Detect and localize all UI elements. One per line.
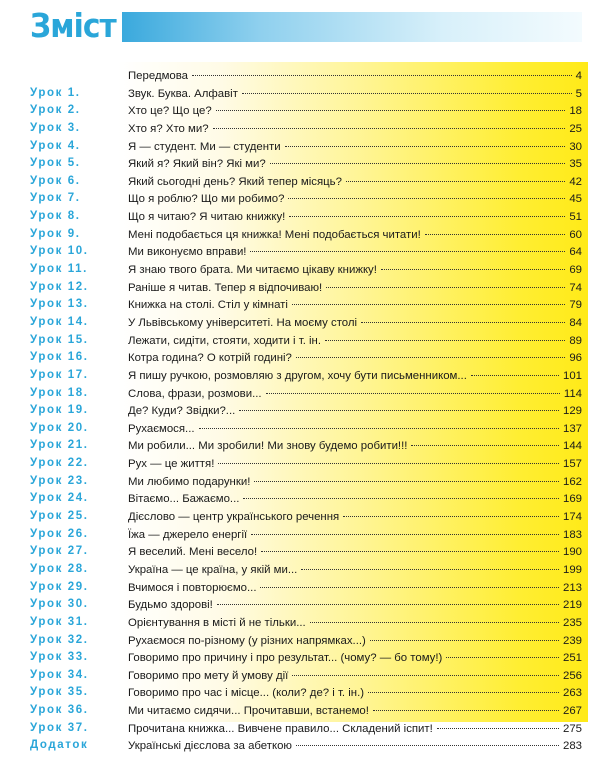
toc-line: [128, 722, 582, 737]
toc-line: [128, 210, 582, 225]
toc-line: [128, 87, 582, 102]
toc-entry: [0, 121, 605, 139]
toc-entry: [0, 386, 605, 404]
lesson-label: Урок 21.: [30, 439, 89, 452]
page-number: 101: [562, 369, 582, 382]
toc-line: [128, 439, 582, 454]
toc-line: [128, 334, 582, 349]
page-number: 251: [562, 652, 582, 665]
toc-line: [128, 475, 582, 490]
lesson-label: Урок 24.: [30, 492, 89, 505]
lesson-title: Прочитана книжка... Вивчене правило... Складений іспит!: [128, 722, 433, 735]
lesson-label: Урок 18.: [30, 386, 89, 399]
toc-line: [128, 563, 582, 578]
toc-entry: [0, 544, 605, 562]
toc-entry: [0, 527, 605, 545]
page-number: 144: [562, 440, 582, 453]
lesson-title: Що я читаю? Я читаю книжку!: [128, 211, 286, 224]
page-number: 190: [562, 546, 582, 559]
toc-line: [128, 616, 582, 631]
lesson-label: Урок 36.: [30, 704, 89, 717]
toc-line: [128, 669, 582, 684]
dot-leader: [325, 340, 565, 341]
toc-entry: [0, 139, 605, 157]
page-number: 137: [562, 422, 582, 435]
lesson-label: Урок 28.: [30, 562, 89, 575]
page-number: 60: [569, 228, 582, 241]
toc-line: [128, 704, 582, 719]
lesson-label: Урок 26.: [30, 527, 89, 540]
lesson-title: Рухаємося...: [128, 422, 195, 435]
lesson-title: Я знаю твого брата. Ми читаємо цікаву книжку!: [128, 264, 377, 277]
toc-entry: [0, 86, 605, 104]
dot-leader: [343, 516, 559, 517]
lesson-label: Урок 14.: [30, 315, 89, 328]
page-number: 213: [562, 581, 582, 594]
lesson-title: Передмова: [128, 70, 189, 82]
toc-entry: [0, 685, 605, 703]
title-gradient-strip: [122, 12, 582, 42]
lesson-title: Вітаємо... Бажаємо...: [128, 493, 240, 506]
dot-leader: [288, 198, 565, 199]
toc-entry: [0, 280, 605, 298]
toc-line: [128, 140, 582, 155]
lesson-title: Рух — це життя!: [128, 458, 215, 471]
toc-entry: [0, 368, 605, 386]
page-number: 174: [562, 511, 582, 524]
page-number: 69: [569, 264, 582, 277]
lesson-label: Урок 32.: [30, 633, 89, 646]
lesson-label: Урок 29.: [30, 580, 89, 593]
dot-leader: [437, 728, 559, 729]
toc-entry: [0, 509, 605, 527]
toc-line: [128, 316, 582, 331]
lesson-title: Що я роблю? Що ми робимо?: [128, 193, 285, 206]
toc-entry: [0, 703, 605, 721]
dot-leader: [243, 498, 559, 499]
lesson-title: Слова, фрази, розмови...: [128, 387, 262, 400]
page-number: 267: [562, 705, 582, 718]
dot-leader: [250, 251, 565, 252]
lesson-title: Хто я? Хто ми?: [128, 122, 209, 135]
page-number: 263: [562, 687, 582, 700]
page-number: 114: [563, 387, 582, 400]
lesson-title: Який сьогодні день? Який тепер місяць?: [128, 175, 342, 188]
lesson-title: Ми читаємо сидячи... Прочитавши, встанемо!: [128, 705, 369, 718]
page-number: 30: [569, 140, 582, 153]
toc-entry: [0, 421, 605, 439]
page-number: 129: [562, 405, 582, 418]
lesson-label: Додаток: [30, 739, 89, 752]
page-number: 219: [562, 599, 582, 612]
lesson-title: Мені подобається ця книжка! Мені подобається читати!: [128, 228, 421, 241]
lesson-label: Урок 23.: [30, 474, 89, 487]
lesson-title: Раніше я читав. Тепер я відпочиваю!: [128, 281, 323, 294]
toc-entry: [0, 438, 605, 456]
lesson-label: Урок 6.: [30, 174, 81, 187]
lesson-title: Книжка на столі. Стіл у кімнаті: [128, 299, 288, 312]
toc-line: [128, 739, 582, 754]
dot-leader: [242, 93, 572, 94]
dot-leader: [326, 287, 565, 288]
dot-leader: [199, 428, 559, 429]
toc-line: [128, 298, 582, 313]
page-number: 157: [562, 458, 582, 471]
toc-entry: [0, 191, 605, 209]
toc-line: [128, 387, 582, 402]
toc-entry: [0, 333, 605, 351]
lesson-title: Який я? Який він? Які ми?: [128, 158, 266, 171]
toc-entry: [0, 633, 605, 651]
dot-leader: [370, 640, 559, 641]
toc-entry: [0, 68, 605, 86]
dot-leader: [217, 604, 559, 605]
toc-entry: [0, 262, 605, 280]
dot-leader: [192, 75, 572, 76]
page-number: 35: [569, 158, 582, 171]
toc-entry: [0, 615, 605, 633]
toc-line: [128, 69, 582, 84]
lesson-title: Орієнтування в місті й не тільки...: [128, 616, 306, 629]
toc-line: [128, 351, 582, 366]
lesson-label: Урок 15.: [30, 333, 89, 346]
lesson-title: Де? Куди? Звідки?...: [128, 405, 236, 418]
toc-line: [128, 369, 582, 384]
dot-leader: [296, 357, 565, 358]
lesson-label: Урок 12.: [30, 280, 89, 293]
page-number: 45: [569, 193, 582, 206]
toc-line: [128, 581, 582, 596]
dot-leader: [270, 163, 566, 164]
dot-leader: [471, 375, 559, 376]
page-number: 199: [562, 563, 582, 576]
lesson-title: Я — студент. Ми — студенти: [128, 140, 281, 153]
toc-line: [128, 651, 582, 666]
lesson-label: Урок 31.: [30, 615, 89, 628]
page-number: 89: [569, 334, 582, 347]
dot-leader: [446, 657, 559, 658]
lesson-title: Ми любимо подарунки!: [128, 475, 251, 488]
lesson-title: Я пишу ручкою, розмовляю з другом, хочу бути письменником...: [128, 369, 467, 382]
lesson-title: Вчимося і повторюємо...: [128, 581, 257, 594]
lesson-label: Урок 17.: [30, 368, 89, 381]
lesson-label: Урок 30.: [30, 598, 89, 611]
toc-line: [128, 510, 582, 525]
toc-entry: [0, 315, 605, 333]
toc-entry: [0, 227, 605, 245]
page-number: 283: [562, 740, 582, 753]
lesson-label: Урок 10.: [30, 245, 89, 258]
page-number: 79: [569, 299, 582, 312]
lesson-label: Урок 37.: [30, 721, 89, 734]
toc-entry: [0, 103, 605, 121]
toc-entry: [0, 491, 605, 509]
lesson-title: Ми робили... Ми зробили! Ми знову будемо робити!!!: [128, 440, 408, 453]
lesson-title: Рухаємося по-різному (у різних напрямках...): [128, 634, 366, 647]
lesson-label: Урок 11.: [30, 263, 88, 276]
dot-leader: [285, 146, 566, 147]
lesson-title: Я веселий. Мені весело!: [128, 546, 258, 559]
dot-leader: [218, 463, 559, 464]
lesson-title: Українські дієслова за абеткою: [128, 740, 292, 753]
lesson-title: Будьмо здорові!: [128, 599, 213, 612]
dot-leader: [239, 410, 559, 411]
toc-entry: [0, 297, 605, 315]
lesson-label: Урок 4.: [30, 139, 81, 152]
page-title: Зміст: [30, 6, 116, 45]
page-number: 256: [562, 669, 582, 682]
dot-leader: [301, 569, 559, 570]
dot-leader: [251, 534, 559, 535]
dot-leader: [310, 622, 559, 623]
lesson-title: Їжа — джерело енергії: [128, 528, 248, 541]
toc-entry: [0, 403, 605, 421]
toc-line: [128, 175, 582, 190]
toc-line: [128, 492, 582, 507]
dot-leader: [260, 587, 559, 588]
lesson-label: Урок 33.: [30, 651, 89, 664]
page-number: 162: [562, 475, 582, 488]
lesson-title: Говоримо про причину і про результат... (чому? — бо тому!): [128, 652, 443, 665]
lesson-title: Звук. Буква. Алфавіт: [128, 87, 238, 100]
lesson-label: Урок 20.: [30, 421, 89, 434]
lesson-label: Урок 3.: [30, 121, 81, 134]
page-number: 64: [569, 246, 582, 259]
dot-leader: [261, 551, 559, 552]
toc-line: [128, 263, 582, 278]
dot-leader: [381, 269, 565, 270]
toc-entry: [0, 456, 605, 474]
dot-leader: [292, 675, 559, 676]
page-number: 25: [569, 122, 582, 135]
lesson-title: Лежати, сидіти, стояти, ходити і т. ін.: [128, 334, 322, 347]
dot-leader: [213, 128, 566, 129]
toc-entry: [0, 474, 605, 492]
toc-entry: [0, 738, 605, 756]
toc-line: [128, 686, 582, 701]
page-number: 5: [575, 87, 582, 100]
page-number: 42: [569, 175, 582, 188]
toc-entry: [0, 721, 605, 739]
page-number: 96: [569, 352, 582, 365]
toc-entry: [0, 562, 605, 580]
lesson-label: Урок 13.: [30, 298, 89, 311]
lesson-title: Говоримо про час і місце... (коли? де? і т. ін.): [128, 687, 365, 700]
page-number: 4: [575, 70, 582, 82]
toc-entry: [0, 650, 605, 668]
dot-leader: [361, 322, 565, 323]
dot-leader: [373, 710, 559, 711]
page-number: 74: [569, 281, 582, 294]
toc-entry: [0, 174, 605, 192]
toc-line: [128, 545, 582, 560]
dot-leader: [425, 234, 566, 235]
lesson-title: Котра година? О котрій годині?: [128, 352, 292, 365]
page-number: 235: [562, 616, 582, 629]
toc-entry: [0, 244, 605, 262]
lesson-label: Урок 16.: [30, 351, 89, 364]
dot-leader: [292, 304, 565, 305]
lesson-label: Урок 5.: [30, 157, 81, 170]
lesson-label: Урок 35.: [30, 686, 89, 699]
dot-leader: [289, 216, 565, 217]
dot-leader: [368, 692, 559, 693]
lesson-label: Урок 19.: [30, 404, 89, 417]
toc-line: [128, 228, 582, 243]
toc-line: [128, 104, 582, 119]
lesson-label: Урок 34.: [30, 668, 89, 681]
lesson-label: Урок 9.: [30, 227, 81, 240]
dot-leader: [296, 745, 559, 746]
lesson-label: Урок 2.: [30, 104, 81, 117]
dot-leader: [216, 110, 566, 111]
page-number: 239: [562, 634, 582, 647]
lesson-label: Урок 8.: [30, 210, 81, 223]
toc-line: [128, 281, 582, 296]
lesson-label: Урок 27.: [30, 545, 89, 558]
toc-line: [128, 422, 582, 437]
dot-leader: [411, 445, 559, 446]
lesson-title: Говоримо про мету й умову дії: [128, 669, 289, 682]
toc-line: [128, 634, 582, 649]
toc-entry: [0, 597, 605, 615]
page-number: 169: [562, 493, 582, 506]
toc-line: [128, 457, 582, 472]
page-number: 18: [569, 105, 582, 118]
lesson-title: Україна — це країна, у якій ми...: [128, 563, 298, 576]
toc-entry: [0, 668, 605, 686]
toc-line: [128, 528, 582, 543]
toc-entry: [0, 580, 605, 598]
lesson-title: Дієслово — центр українського речення: [128, 511, 340, 524]
page-number: 183: [562, 528, 582, 541]
lesson-label: Урок 22.: [30, 457, 89, 470]
page-number: 51: [569, 211, 582, 224]
lesson-title: Хто це? Що це?: [128, 105, 212, 118]
dot-leader: [254, 481, 559, 482]
lesson-label: Урок 1.: [30, 86, 81, 99]
toc-line: [128, 157, 582, 172]
lesson-title: Ми виконуємо вправи!: [128, 246, 247, 259]
toc-line: [128, 404, 582, 419]
toc-entry: [0, 156, 605, 174]
toc-entry: [0, 209, 605, 227]
toc-entry: [0, 350, 605, 368]
page-number: 275: [562, 722, 582, 735]
toc-line: [128, 192, 582, 207]
page-number: 84: [569, 316, 582, 329]
dot-leader: [346, 181, 565, 182]
toc-line: [128, 598, 582, 613]
table-of-contents: [0, 68, 605, 756]
toc-line: [128, 245, 582, 260]
lesson-title: У Львівському університеті. На моєму столі: [128, 316, 358, 329]
dot-leader: [266, 393, 560, 394]
lesson-label: Урок 25.: [30, 510, 89, 523]
toc-line: [128, 122, 582, 137]
lesson-label: Урок 7.: [30, 192, 81, 205]
